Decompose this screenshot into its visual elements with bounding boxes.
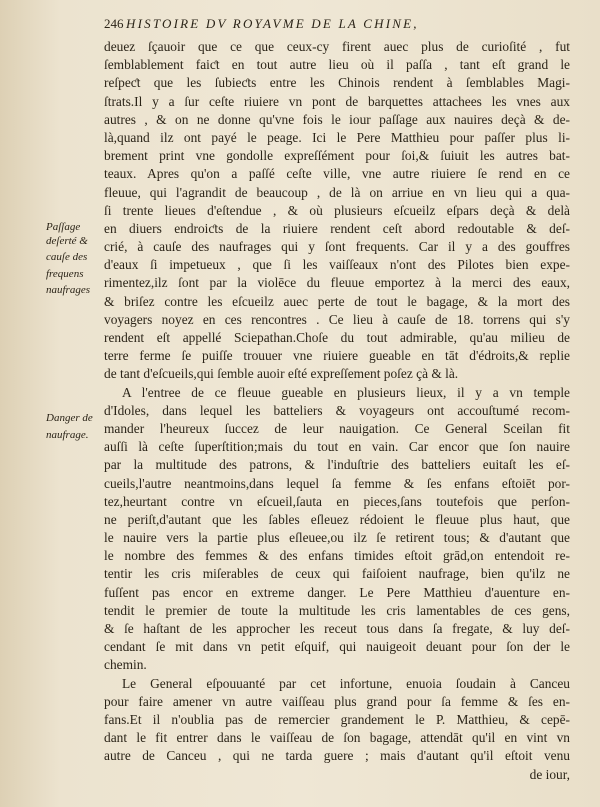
text-line: reſpeƈt que les ſubieƈts entre les Chinois rendent à ſemblables Magi- xyxy=(104,75,570,91)
text-line: de iour, xyxy=(529,766,570,782)
text-line: tentir les cris miſerables de ceux qui faiſoient naufrage, bien qu'ilz ne xyxy=(104,566,570,582)
text-line: pour faire amener vn autre vaiſſeau plus grand pour ſa femme & ſes en- xyxy=(104,693,570,709)
text-line: cueils,l'autre neantmoins,dans lequel ſa femme & ſes enfans eſtoiēt por- xyxy=(104,475,570,491)
text-line: dant le fit entrer dans le vaiſſeau de ſon bagage, attendāt qu'il en vint vn xyxy=(104,730,570,746)
text-line: auſſi là ceſte ſuperſtition;mais du tout en vain. Car encor que ſon nauire xyxy=(104,439,570,455)
text-line: ſemblablement faiƈt en tout autre lieu où il paſſa , tant eſt grand le xyxy=(104,57,570,73)
margin-note-line: deſerté & xyxy=(46,234,88,247)
text-line: autres , & on ne donne qu'vne fois le iour paſſage aux nauires deçà & de- xyxy=(104,111,570,127)
text-line: par la multitude des patrons, & l'induſtrie des batteliers euitaſt les eſ- xyxy=(104,457,570,473)
text-line: ſi trente lieues d'eſtendue , & où plusieurs eſcueilz eſpars deçà & delà xyxy=(104,202,570,218)
page-number: 246 xyxy=(104,16,124,31)
text-line: crié, à cauſe des naufrages qui y ſont frequents. Car il y a des gouffres xyxy=(104,239,570,255)
text-line: ſtrats.Il y a ſur ceſte riuiere vn pont de barquettes attachees les vnes aux xyxy=(104,93,570,109)
text-line: tez,heurtant contre vn eſcueil,ſauta en pieces,ſans toutefois que perſon- xyxy=(104,493,570,509)
text-line: le nombre des femmes & des enfans timides eſtoit grād,on entendoit re- xyxy=(104,548,570,564)
text-line: ne periſt,d'autant que les ſables eſleuez rédoient le fleuue plus haut, que xyxy=(104,511,570,527)
text-line: teaux. Apres qu'on a paſſé ceſte ville, vne autre riuiere ſe rend en ce xyxy=(104,166,570,182)
text-line: & ſe haſtant de les approcher les receut tous dans ſa fregate, & luy deſ- xyxy=(104,621,570,636)
margin-note-passage xyxy=(46,221,106,298)
text-line: & briſez contre les eſcueilz auec perte de tout le bagage, & la mort des xyxy=(104,293,570,309)
text-line: en diuers endroiƈts de la riuiere rendent ceſt abord redoutable & deſ- xyxy=(104,220,570,236)
text-line: fans.Et il n'oublia pas de remercier grandement le P. Matthieu, & cepē- xyxy=(104,711,570,727)
text-line: rendent eſt appellé Sciepathan.Choſe du tout admirable, qu'au milieu de xyxy=(104,330,570,345)
text-line: fleuue, qui l'agrandit de beaucoup , de là on arriue en vn lieu qui a qua- xyxy=(104,184,570,200)
margin-note-line: frequens xyxy=(46,267,84,280)
text-line: le nauire vers la partie plus eſleuee,ou ilz ſe retirent tous; & d'autant que xyxy=(104,530,570,546)
text-line: voyagers noyez en ces rencontres . Ce lieu à cauſe de 18. torrens qui s'y xyxy=(104,311,570,327)
margin-note-danger xyxy=(46,412,106,442)
text-line: deuez ſçauoir que ce que ceux-cy firent auec plus de curioſité , fut xyxy=(104,39,570,54)
running-header xyxy=(104,16,574,38)
text-line: A l'entree de ce fleuue gueable en plusieurs lieux, il y a vn temple xyxy=(122,384,570,400)
text-line: terre ferme ſe puiſſe trouuer vne riuiere gueable en tāt d'édroits,& replie xyxy=(104,348,570,364)
margin-note-line: naufrage. xyxy=(46,428,89,441)
text-line: chemin. xyxy=(104,657,147,673)
margin-note-line: cauſe des xyxy=(46,251,88,263)
text-line: autre de Canceu , qui ne tarda guere ; mais d'autant qu'il eſtoit venu xyxy=(104,748,570,764)
text-line: cendant ſe mit dans vn petit eſquif, qui nauigeoit deuant pour ſon der le xyxy=(104,639,570,655)
margin-note-line: Paſſage xyxy=(46,221,81,233)
text-line: mander l'heureux ſuccez de leur nauigation. Ce General Sceilan fit xyxy=(104,420,570,436)
text-line: fuſſent pas encor en extreme danger. Le Pere Matthieu d'auenture en- xyxy=(104,584,570,600)
text-line: Le General eſpouuanté par cet infortune, enuoia ſoudain à Canceu xyxy=(122,675,570,691)
text-line: de tant d'eſcueils,qui ſemble auoir eſté expreſſement poſez çà & là. xyxy=(104,366,459,382)
margin-note-line: Danger de xyxy=(46,412,93,424)
text-line: tendit le premier de toute la multitude les cris lamentables de ces gens, xyxy=(104,602,570,618)
text-line: d'eaux ſi impetueux , que ſi les vaiſſeaux n'ont des Pilotes bien expe- xyxy=(104,257,570,273)
margin-note-line: naufrages xyxy=(46,284,90,296)
text-line: rimentez,ilz ſont par la violēce du fleuue emportez à la merci des eaux, xyxy=(104,275,570,291)
text-line: là,quand ilz ont payé le peage. Ici le Pere Matthieu pour paſſer plus li- xyxy=(104,129,570,145)
text-line: brement print vne gondolle expreſſément pour ſoi,& ſuiuit les autres bat- xyxy=(104,148,570,164)
running-title: HISTOIRE DV ROYAVME DE LA CHINE, xyxy=(126,16,419,31)
text-line: d'Idoles, dans lequel les batteliers & voyageurs ont accouſtumé recom- xyxy=(104,402,570,418)
body-text xyxy=(104,38,570,784)
